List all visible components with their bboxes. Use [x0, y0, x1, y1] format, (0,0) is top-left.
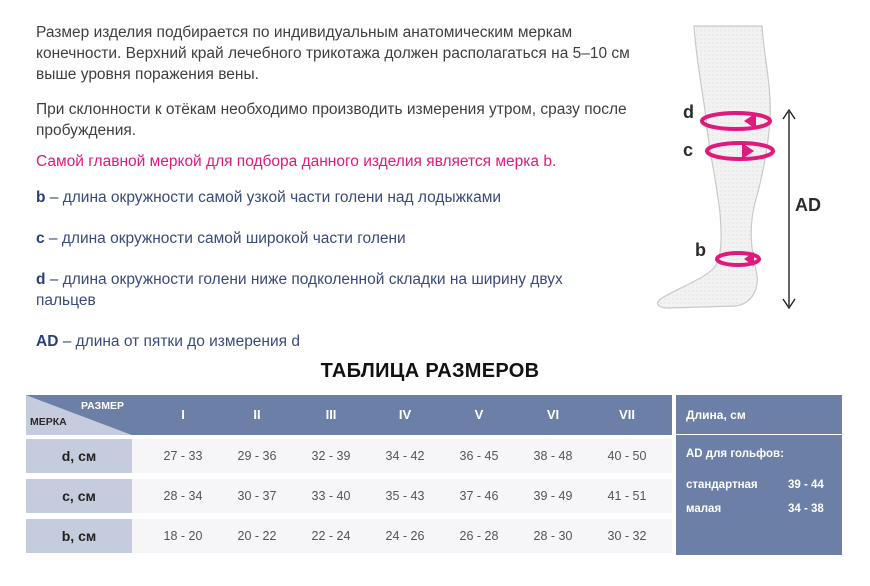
definition-text: длина окружности самой узкой части голени над лодыжками — [62, 189, 502, 206]
table-cell: 24 - 26 — [385, 529, 425, 543]
row-label-d: d, см — [26, 439, 132, 473]
definition-text: длина окружности голени ниже подколенной складки на ширину двух пальцев — [36, 271, 563, 309]
table-cell: 26 - 28 — [459, 529, 499, 543]
table-cell: 22 - 24 — [311, 529, 351, 543]
definition-text: длина окружности самой широкой части голени — [61, 230, 406, 247]
intro-paragraph-2: При склонности к отёкам необходимо производить измерения утром, сразу после пробуждения. — [36, 101, 627, 139]
length-panel — [676, 395, 842, 555]
table-corner — [26, 395, 132, 435]
definition-key: AD — [36, 333, 59, 350]
label-b: b — [695, 240, 706, 260]
length-title: Длина, см — [686, 408, 746, 422]
row-label-c: c, см — [26, 479, 132, 513]
definition-separator: – — [58, 333, 76, 350]
length-item-value: 34 - 38 — [788, 503, 824, 515]
definition-d — [36, 269, 616, 311]
size-header: V — [474, 407, 484, 422]
size-table — [26, 395, 672, 555]
definition-key: d — [36, 271, 46, 288]
table-cell: 33 - 40 — [311, 489, 351, 503]
size-header: I — [181, 407, 185, 422]
size-header: VII — [619, 407, 635, 422]
table-cell: 27 - 33 — [163, 449, 203, 463]
table-cell: 38 - 48 — [533, 449, 573, 463]
length-item-name: малая — [686, 503, 722, 515]
definition-separator: – — [45, 189, 63, 206]
definition-ad — [36, 331, 616, 352]
length-item-name: стандартная — [686, 479, 758, 491]
size-table-title: ТАБЛИЦА РАЗМЕРОВ — [320, 360, 540, 382]
definition-separator: – — [44, 230, 62, 247]
size-header: IV — [398, 407, 412, 422]
size-header: II — [253, 407, 261, 422]
length-divider — [676, 434, 842, 435]
row-label-b: b, см — [26, 519, 132, 553]
intro-paragraph-1: Размер изделия подбирается по индивидуальным анатомическим меркам конечности. Верхний край лечебного трикотажа должен располагаться на 5–10 см выше уровня поражения вены. — [36, 24, 630, 83]
table-cell: 36 - 45 — [459, 449, 499, 463]
table-cell: 29 - 36 — [237, 449, 277, 463]
table-cell: 28 - 30 — [533, 529, 573, 543]
leg-measurement-diagram — [640, 18, 870, 318]
table-cell: 20 - 22 — [237, 529, 277, 543]
table-cell: 28 - 34 — [163, 489, 203, 503]
definition-b — [36, 187, 616, 208]
table-cell: 30 - 32 — [607, 529, 647, 543]
length-item-value: 39 - 44 — [788, 479, 824, 491]
definition-c — [36, 228, 616, 249]
definition-key: c — [36, 230, 45, 247]
table-cell: 32 - 39 — [311, 449, 351, 463]
table-cell: 40 - 50 — [607, 449, 647, 463]
table-cell: 18 - 20 — [163, 529, 203, 543]
leg-illustration — [640, 18, 870, 318]
size-header: VI — [546, 407, 560, 422]
label-c: c — [683, 140, 694, 160]
label-d: d — [683, 102, 694, 122]
table-cell: 35 - 43 — [385, 489, 425, 503]
ad-title: AD для гольфов: — [686, 448, 784, 460]
leg-shape — [658, 26, 771, 308]
table-cell: 34 - 42 — [385, 449, 425, 463]
corner-measure-label: МЕРКА — [30, 416, 67, 428]
definition-key: b — [36, 189, 46, 206]
table-cell: 41 - 51 — [607, 489, 647, 503]
label-ad: AD — [795, 195, 821, 215]
definition-separator: – — [45, 271, 63, 288]
table-cell: 37 - 46 — [459, 489, 499, 503]
main-measure-note: Самой главной меркой для подбора данного изделия является мерка b. — [36, 153, 557, 170]
corner-size-label: РАЗМЕР — [81, 400, 124, 412]
ad-arrow — [783, 110, 795, 308]
size-header: III — [325, 407, 337, 422]
table-cell: 30 - 37 — [237, 489, 277, 503]
table-cell: 39 - 49 — [533, 489, 573, 503]
definition-text: длина от пятки до измерения d — [75, 333, 300, 350]
